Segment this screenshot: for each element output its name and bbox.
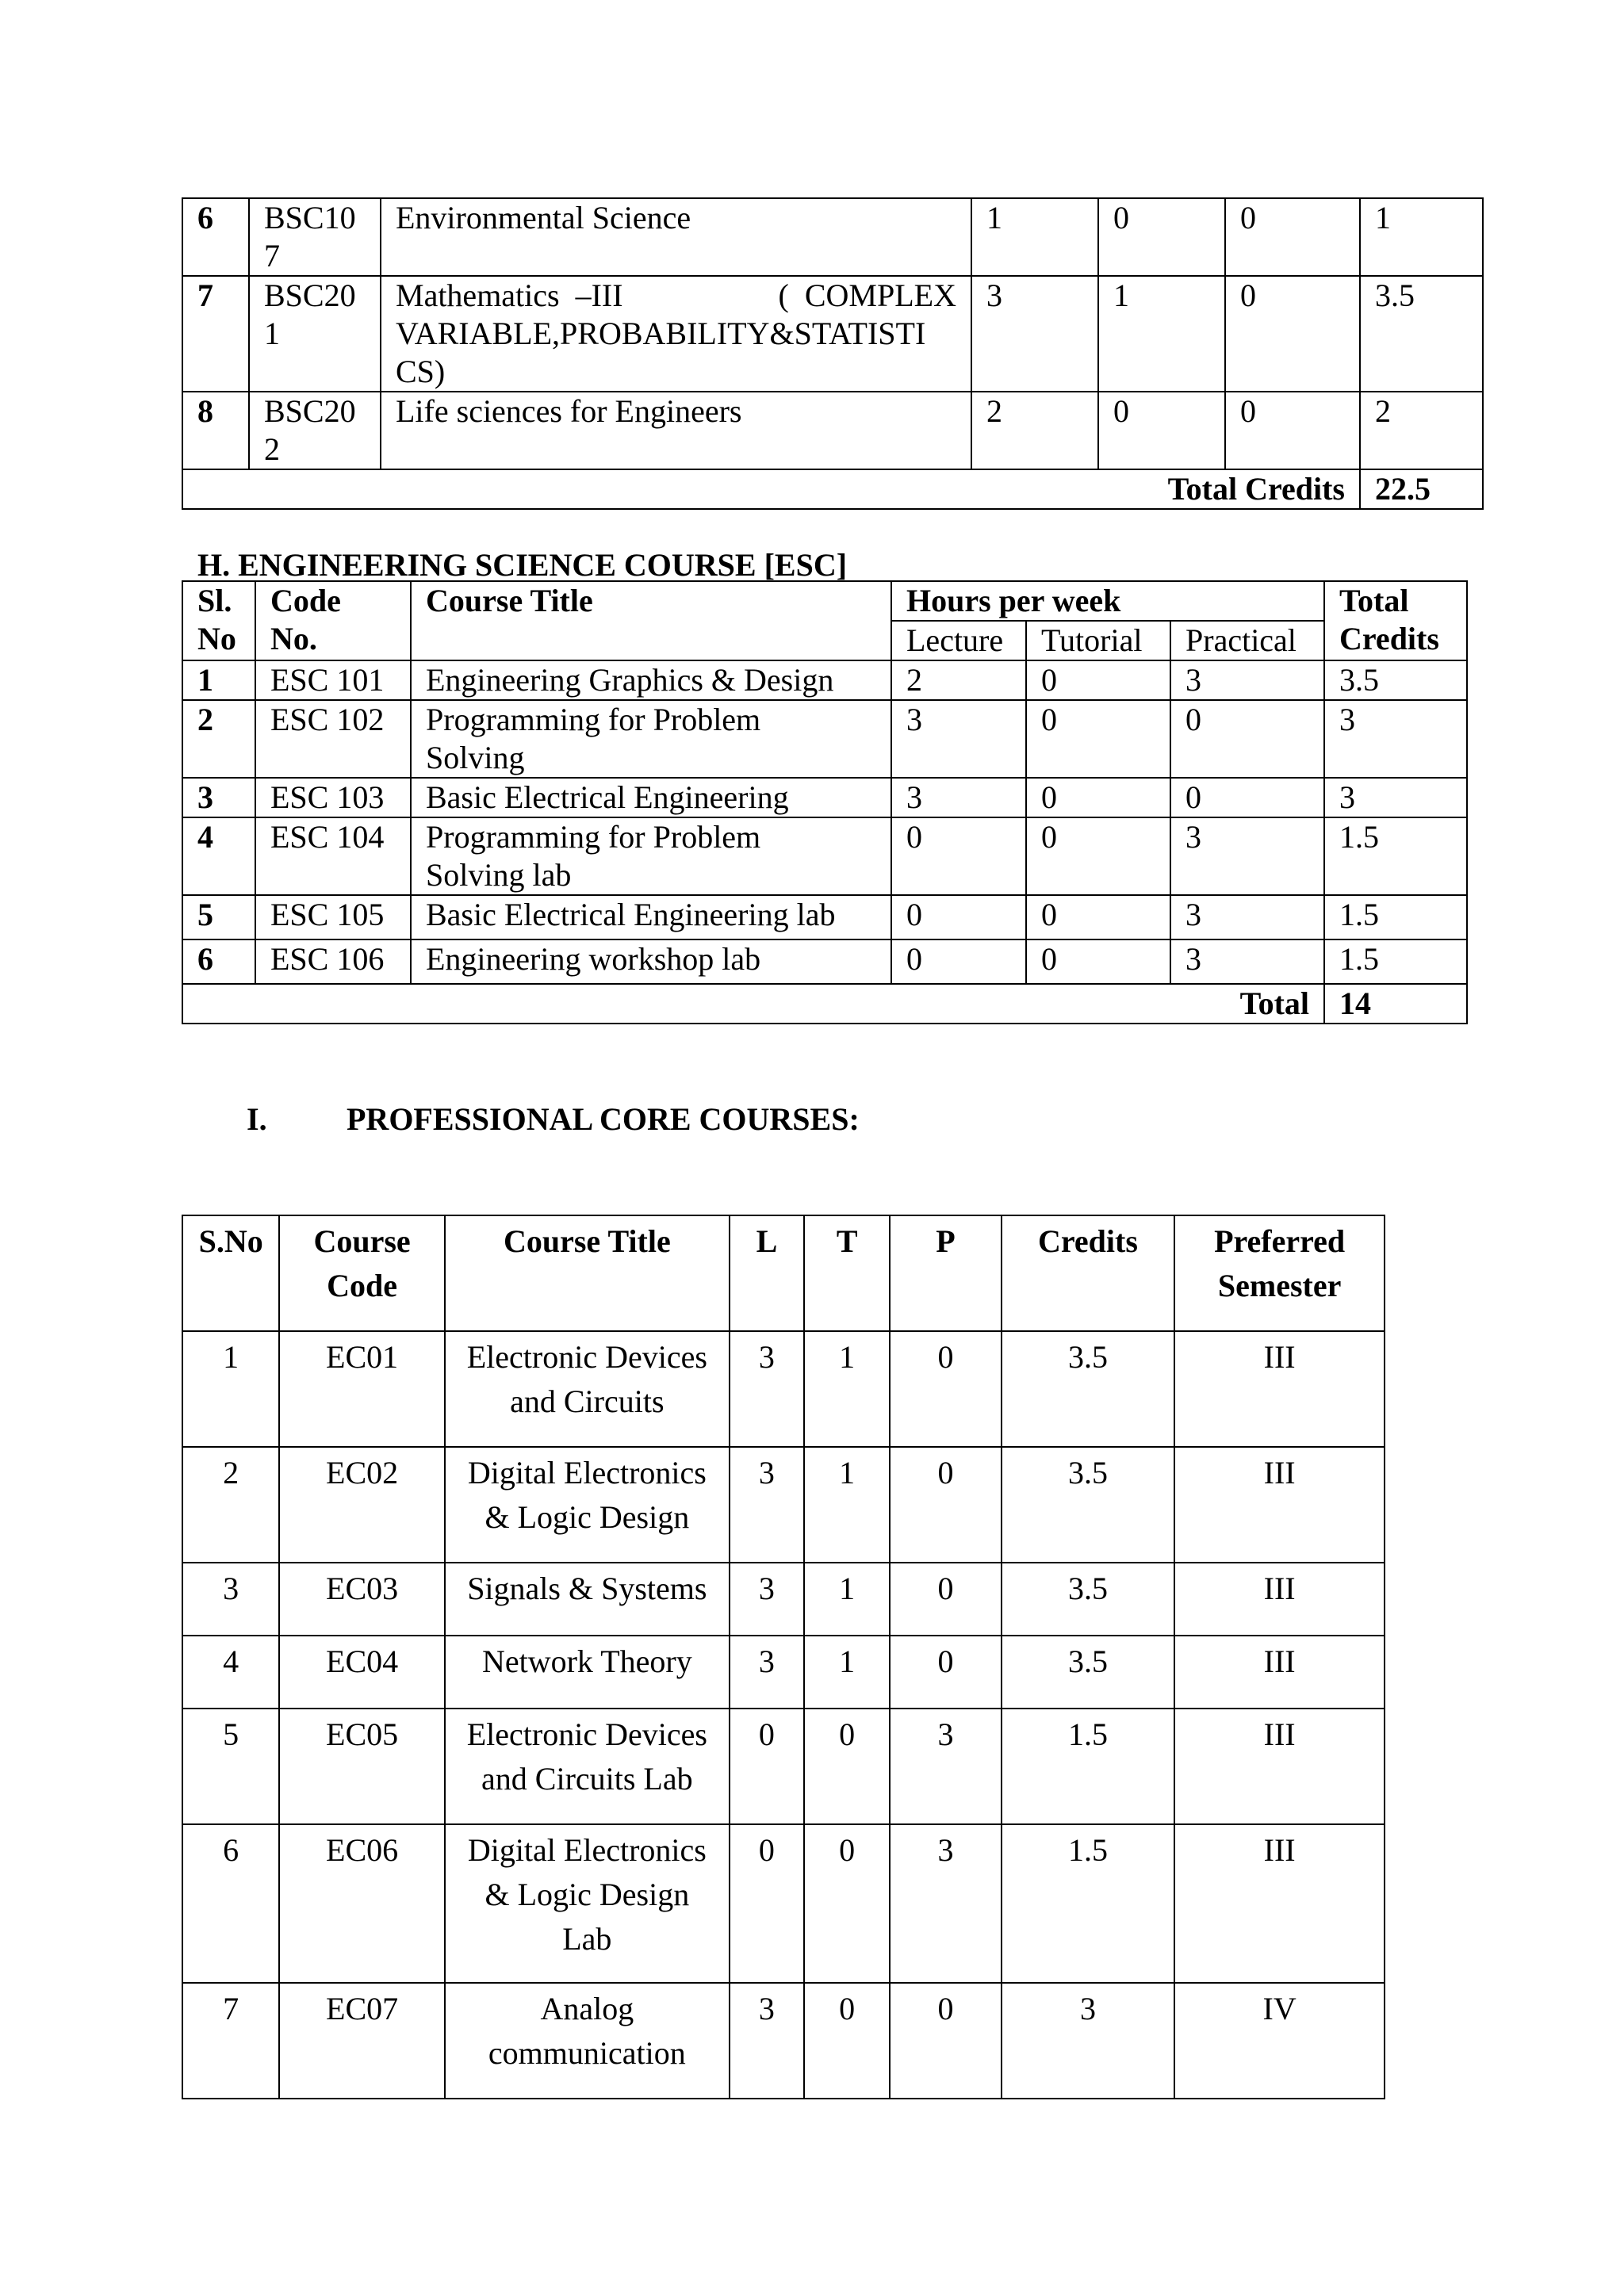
l-cell: 0 <box>730 1824 804 1983</box>
sl-cell: 8 <box>182 392 249 469</box>
p-cell: 3 <box>890 1824 1001 1983</box>
tutorial-cell: 0 <box>1098 392 1225 469</box>
tutorial-cell: 0 <box>1098 198 1225 276</box>
tutorial-cell: 0 <box>1026 660 1170 700</box>
course-code-cell: EC03 <box>279 1563 445 1636</box>
pcc-section-number: I. <box>247 1101 267 1137</box>
l-cell: 3 <box>730 1563 804 1636</box>
esc-section-heading: H. ENGINEERING SCIENCE COURSE [ESC] <box>197 547 848 583</box>
course-title-cell: Digital Electronics & Logic Design <box>445 1447 730 1563</box>
sl-cell: 3 <box>182 778 255 817</box>
p-cell: 0 <box>890 1983 1001 2099</box>
sno-cell: 5 <box>182 1709 279 1824</box>
tutorial-header: Tutorial <box>1026 621 1170 660</box>
table-row <box>182 1331 1385 1447</box>
total-row <box>182 469 1483 509</box>
table-row <box>182 1636 1385 1709</box>
credits-cell: 3.5 <box>1324 660 1467 700</box>
lecture-cell: 2 <box>971 392 1098 469</box>
sno-cell: 3 <box>182 1563 279 1636</box>
lecture-header: Lecture <box>891 621 1026 660</box>
sno-cell: 4 <box>182 1636 279 1709</box>
course-title-cell: Digital Electronics & Logic Design Lab <box>445 1824 730 1983</box>
code-cell: ESC 105 <box>255 895 411 939</box>
table-row <box>182 198 1483 276</box>
total-credits-header: Total Credits <box>1324 581 1467 660</box>
t-cell: 1 <box>804 1331 890 1447</box>
semester-cell: III <box>1174 1563 1385 1636</box>
l-cell: 3 <box>730 1983 804 2099</box>
table-row <box>182 895 1467 939</box>
practical-cell: 0 <box>1170 700 1324 778</box>
table-row <box>182 700 1467 778</box>
credits-cell: 3.5 <box>1002 1331 1175 1447</box>
sl-cell: 5 <box>182 895 255 939</box>
course-code-cell: EC04 <box>279 1636 445 1709</box>
practical-cell: 3 <box>1170 939 1324 984</box>
t-cell: 0 <box>804 1709 890 1824</box>
table-row <box>182 660 1467 700</box>
course-title-cell: Engineering workshop lab <box>411 939 891 984</box>
tutorial-cell: 0 <box>1026 895 1170 939</box>
credits-cell: 3 <box>1002 1983 1175 2099</box>
t-cell: 1 <box>804 1447 890 1563</box>
table-row <box>182 817 1467 895</box>
semester-cell: III <box>1174 1447 1385 1563</box>
course-title-cell: Programming for Problem Solving <box>411 700 891 778</box>
tutorial-cell: 0 <box>1026 700 1170 778</box>
practical-cell: 0 <box>1225 198 1360 276</box>
course-title-cell: Analog communication <box>445 1983 730 2099</box>
course-title-cell: Network Theory <box>445 1636 730 1709</box>
sl-cell: 7 <box>182 276 249 392</box>
practical-cell: 0 <box>1170 778 1324 817</box>
esc-course-table <box>182 580 1468 1024</box>
credits-cell: 3 <box>1324 778 1467 817</box>
code-cell: ESC 101 <box>255 660 411 700</box>
table-row <box>182 939 1467 984</box>
semester-cell: III <box>1174 1709 1385 1824</box>
bsc-course-table <box>182 197 1484 510</box>
total-row <box>182 984 1467 1024</box>
total-credits-label: Total Credits <box>182 469 1360 509</box>
course-code-cell: EC06 <box>279 1824 445 1983</box>
table-row <box>182 1709 1385 1824</box>
credits-header: Credits <box>1002 1215 1175 1331</box>
course-title-cell: Engineering Graphics & Design <box>411 660 891 700</box>
pcc-course-table <box>182 1215 1385 2099</box>
sl-cell: 1 <box>182 660 255 700</box>
t-cell: 1 <box>804 1636 890 1709</box>
t-header: T <box>804 1215 890 1331</box>
practical-cell: 3 <box>1170 895 1324 939</box>
p-cell: 0 <box>890 1563 1001 1636</box>
credits-cell: 1.5 <box>1324 895 1467 939</box>
course-code-cell: EC01 <box>279 1331 445 1447</box>
course-title-cell: Mathematics –III ( COMPLEX VARIABLE,PROBABILITY&STATISTI CS) <box>381 276 971 392</box>
course-title-cell: Programming for Problem Solving lab <box>411 817 891 895</box>
credits-cell: 3.5 <box>1360 276 1483 392</box>
lecture-cell: 2 <box>891 660 1026 700</box>
sno-cell: 7 <box>182 1983 279 2099</box>
course-code-cell: EC02 <box>279 1447 445 1563</box>
course-title-cell: Electronic Devices and Circuits Lab <box>445 1709 730 1824</box>
credits-cell: 1.5 <box>1324 817 1467 895</box>
table-row <box>182 1563 1385 1636</box>
tutorial-cell: 0 <box>1026 817 1170 895</box>
total-credits-value: 22.5 <box>1360 469 1483 509</box>
practical-cell: 3 <box>1170 660 1324 700</box>
sl-header: Sl. No <box>182 581 255 660</box>
table-header-row <box>182 581 1467 621</box>
lecture-cell: 3 <box>891 778 1026 817</box>
t-cell: 0 <box>804 1983 890 2099</box>
code-cell: BSC20 2 <box>249 392 381 469</box>
credits-cell: 3.5 <box>1002 1636 1175 1709</box>
credits-cell: 2 <box>1360 392 1483 469</box>
credits-cell: 1.5 <box>1002 1709 1175 1824</box>
table-row <box>182 778 1467 817</box>
l-header: L <box>730 1215 804 1331</box>
course-title-cell: Signals & Systems <box>445 1563 730 1636</box>
credits-cell: 1.5 <box>1324 939 1467 984</box>
pcc-section-heading: PROFESSIONAL CORE COURSES: <box>347 1101 860 1137</box>
table-row <box>182 1983 1385 2099</box>
total-label: Total <box>182 984 1324 1024</box>
practical-cell: 0 <box>1225 392 1360 469</box>
semester-cell: III <box>1174 1331 1385 1447</box>
t-cell: 0 <box>804 1824 890 1983</box>
course-title-cell: Basic Electrical Engineering lab <box>411 895 891 939</box>
tutorial-cell: 1 <box>1098 276 1225 392</box>
code-cell: ESC 103 <box>255 778 411 817</box>
practical-cell: 0 <box>1225 276 1360 392</box>
course-title-header: Course Title <box>445 1215 730 1331</box>
semester-cell: IV <box>1174 1983 1385 2099</box>
code-cell: BSC20 1 <box>249 276 381 392</box>
l-cell: 3 <box>730 1331 804 1447</box>
p-header: P <box>890 1215 1001 1331</box>
sl-cell: 6 <box>182 939 255 984</box>
course-code-cell: EC07 <box>279 1983 445 2099</box>
lecture-cell: 3 <box>891 700 1026 778</box>
semester-cell: III <box>1174 1636 1385 1709</box>
t-cell: 1 <box>804 1563 890 1636</box>
p-cell: 0 <box>890 1636 1001 1709</box>
course-title-cell: Environmental Science <box>381 198 971 276</box>
credits-cell: 3.5 <box>1002 1447 1175 1563</box>
sno-cell: 6 <box>182 1824 279 1983</box>
l-cell: 3 <box>730 1447 804 1563</box>
l-cell: 3 <box>730 1636 804 1709</box>
sno-cell: 1 <box>182 1331 279 1447</box>
l-cell: 0 <box>730 1709 804 1824</box>
hours-per-week-header: Hours per week <box>891 581 1324 621</box>
sl-cell: 4 <box>182 817 255 895</box>
sl-cell: 2 <box>182 700 255 778</box>
code-cell: ESC 102 <box>255 700 411 778</box>
tutorial-cell: 0 <box>1026 778 1170 817</box>
semester-cell: III <box>1174 1824 1385 1983</box>
tutorial-cell: 0 <box>1026 939 1170 984</box>
credits-cell: 1 <box>1360 198 1483 276</box>
credits-cell: 1.5 <box>1002 1824 1175 1983</box>
credits-cell: 3 <box>1324 700 1467 778</box>
sl-cell: 6 <box>182 198 249 276</box>
course-title-header: Course Title <box>411 581 891 660</box>
code-cell: ESC 104 <box>255 817 411 895</box>
practical-cell: 3 <box>1170 817 1324 895</box>
table-row <box>182 276 1483 392</box>
table-row <box>182 392 1483 469</box>
practical-header: Practical <box>1170 621 1324 660</box>
table-header-row <box>182 1215 1385 1331</box>
code-header: Code No. <box>255 581 411 660</box>
course-code-cell: EC05 <box>279 1709 445 1824</box>
code-cell: BSC10 7 <box>249 198 381 276</box>
course-title-cell: Electronic Devices and Circuits <box>445 1331 730 1447</box>
p-cell: 3 <box>890 1709 1001 1824</box>
p-cell: 0 <box>890 1447 1001 1563</box>
sno-header: S.No <box>182 1215 279 1331</box>
preferred-semester-header: Preferred Semester <box>1174 1215 1385 1331</box>
sno-cell: 2 <box>182 1447 279 1563</box>
table-row <box>182 1824 1385 1983</box>
total-value: 14 <box>1324 984 1467 1024</box>
lecture-cell: 1 <box>971 198 1098 276</box>
lecture-cell: 3 <box>971 276 1098 392</box>
lecture-cell: 0 <box>891 939 1026 984</box>
credits-cell: 3.5 <box>1002 1563 1175 1636</box>
lecture-cell: 0 <box>891 895 1026 939</box>
code-cell: ESC 106 <box>255 939 411 984</box>
course-code-header: Course Code <box>279 1215 445 1331</box>
p-cell: 0 <box>890 1331 1001 1447</box>
table-row <box>182 1447 1385 1563</box>
course-title-cell: Life sciences for Engineers <box>381 392 971 469</box>
course-title-cell: Basic Electrical Engineering <box>411 778 891 817</box>
lecture-cell: 0 <box>891 817 1026 895</box>
